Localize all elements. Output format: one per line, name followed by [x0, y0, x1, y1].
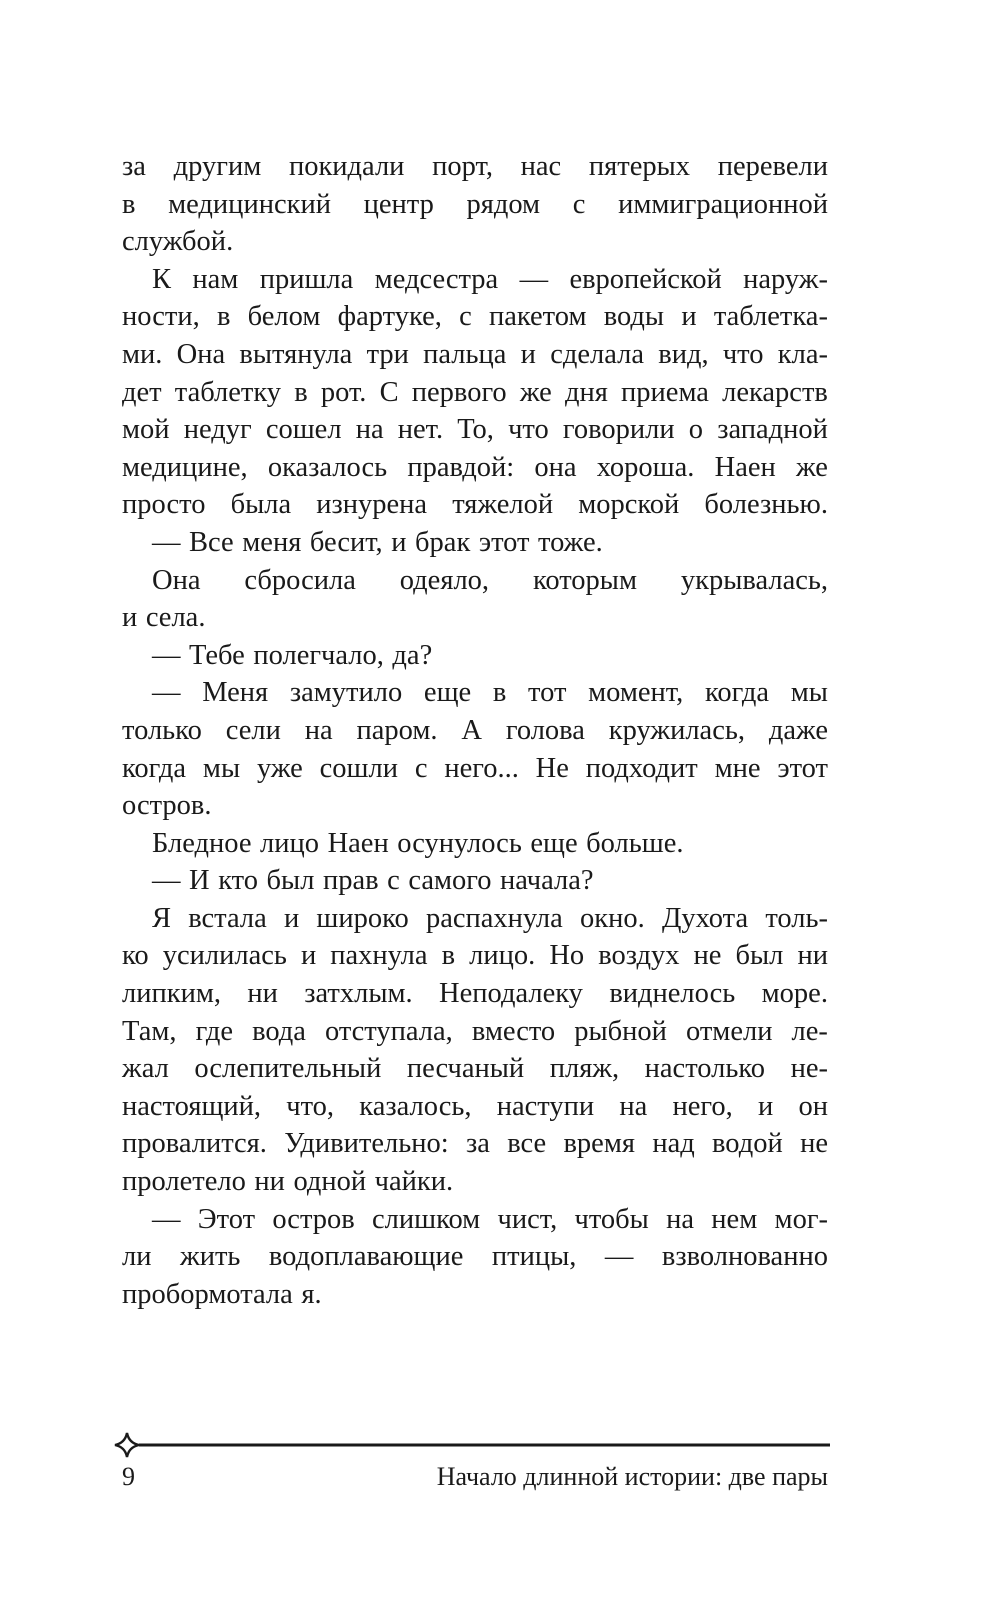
word: песчаный [406, 1053, 525, 1085]
word: кто [218, 865, 258, 897]
word: в [441, 940, 456, 972]
word: был [266, 865, 315, 897]
word: мой [122, 414, 170, 446]
word: чайки. [374, 1166, 454, 1198]
word: тоже. [538, 526, 603, 558]
word: широко [316, 902, 409, 934]
text-line [122, 1125, 828, 1163]
word: самого [408, 865, 492, 897]
word: тот [528, 677, 567, 709]
text-line [122, 1201, 828, 1239]
text-line [122, 900, 828, 938]
word: изнурена [316, 489, 428, 521]
word: в [492, 677, 507, 709]
word: одной [293, 1166, 367, 1198]
word: села. [145, 602, 206, 634]
word: ни [797, 940, 828, 972]
word: пальца [423, 338, 507, 370]
word: пакетом [488, 301, 587, 333]
word: за [465, 1128, 490, 1160]
word: паром. [356, 714, 438, 746]
word: пляж, [549, 1053, 620, 1085]
word: кружилась, [608, 714, 745, 746]
text-line [122, 862, 828, 900]
word: Она [152, 564, 201, 596]
word: Наен [714, 451, 776, 483]
word: — [152, 1203, 181, 1235]
word: вода [252, 1015, 306, 1047]
word: отмели [685, 1015, 773, 1047]
word: когда [122, 752, 187, 784]
word: замутило [289, 677, 403, 709]
word: — [604, 1241, 634, 1273]
text-line [122, 937, 828, 975]
text-line [122, 186, 828, 224]
text-line [122, 599, 828, 637]
word: ли [122, 1241, 152, 1273]
text-line [122, 336, 828, 374]
word: чист, [497, 1203, 558, 1235]
word: дня [565, 376, 608, 408]
word: была [230, 489, 292, 521]
word: иммиграционной [618, 188, 828, 220]
word: птицы, [491, 1241, 577, 1273]
word: которым [532, 564, 637, 596]
word: брак [415, 526, 471, 558]
word: был [735, 940, 784, 972]
text-line [122, 449, 828, 487]
word: бесит, [309, 526, 383, 558]
word: прав [322, 865, 379, 897]
text-line [122, 637, 828, 675]
text-line [122, 1050, 828, 1088]
word: пятерых [588, 151, 691, 182]
word: взволнованно [661, 1241, 828, 1273]
word: в [216, 301, 231, 333]
word: нем [711, 1203, 758, 1235]
word: лицо [260, 827, 320, 859]
word: Этот [197, 1203, 256, 1235]
word: три [366, 338, 409, 370]
text-line [122, 374, 828, 412]
word: водоплавающие [268, 1241, 464, 1273]
text-line [122, 1013, 828, 1051]
word: ко [122, 940, 149, 972]
word: вытянула [239, 338, 353, 370]
word: Но [549, 940, 585, 972]
text-line [122, 562, 828, 600]
word: одеяло, [399, 564, 490, 596]
text-line [122, 486, 828, 524]
word: перевели [717, 151, 828, 182]
word: и [122, 602, 138, 634]
text-line [122, 975, 828, 1013]
word: фартуке, [337, 301, 442, 333]
word: дет [122, 376, 162, 408]
word: мы [790, 677, 828, 709]
word: таблетку [174, 376, 282, 408]
word: воздух [598, 940, 680, 972]
word: рыбной [574, 1015, 667, 1047]
word: болезнью. [704, 489, 828, 521]
word: время [563, 1128, 635, 1160]
word: момент, [588, 677, 684, 709]
word: пахнула [330, 940, 428, 972]
word: нас [520, 151, 562, 182]
word: и [283, 902, 300, 934]
word: и [300, 940, 317, 972]
word: и [391, 526, 407, 558]
word: вместо [471, 1015, 556, 1047]
star-ornament-icon [115, 1433, 139, 1457]
word: Меня [202, 677, 269, 709]
text-line [122, 1238, 828, 1276]
word: все [507, 1128, 547, 1160]
word: этот [478, 526, 530, 558]
word: усилилась [162, 940, 287, 972]
word: настоящий, [122, 1090, 262, 1122]
word: что [722, 338, 764, 370]
word: кла- [777, 338, 828, 370]
word: порт, [432, 151, 493, 182]
word: ности, [122, 301, 200, 333]
word: Все [189, 526, 234, 558]
word: затхлым. [304, 978, 413, 1010]
word: жить [180, 1241, 241, 1273]
word: медицине, [122, 451, 248, 483]
word: с [459, 301, 472, 333]
text-line [122, 223, 828, 261]
text-line [122, 1088, 828, 1126]
word: пришла [259, 263, 354, 295]
word: нам [192, 263, 239, 295]
word: не- [790, 1053, 828, 1085]
word: покидали [288, 151, 405, 182]
word: наступи [496, 1090, 595, 1122]
word: недуг [183, 414, 252, 446]
text-line [122, 261, 828, 299]
word: он [798, 1090, 828, 1122]
word: К [152, 263, 172, 295]
word: европейской [569, 263, 722, 295]
word: казалось, [359, 1090, 472, 1122]
word: и [520, 338, 536, 370]
word: в [294, 376, 308, 408]
word: подходит [585, 752, 698, 784]
word: — [519, 263, 549, 295]
text-line [122, 298, 828, 336]
word: еще [530, 827, 578, 859]
word: него, [672, 1090, 733, 1122]
word: сошли [319, 752, 398, 784]
word: да? [392, 639, 433, 671]
word: с [414, 752, 428, 784]
word: слишком [372, 1203, 481, 1235]
word: хороша. [596, 451, 695, 483]
word: не [800, 1128, 828, 1160]
word: него... [444, 752, 519, 784]
word: тяжелой [452, 489, 554, 521]
word: этот [777, 752, 828, 784]
word: вид, [658, 338, 709, 370]
word: ми. [122, 338, 163, 370]
word: где [195, 1015, 233, 1047]
text-line [122, 411, 828, 449]
word: Там, [122, 1015, 177, 1047]
word: лицо. [469, 940, 536, 972]
word: окно. [580, 902, 645, 934]
word: за [122, 151, 146, 182]
footer-ornament-rule [112, 1430, 830, 1460]
word: начала? [500, 865, 594, 897]
word: остров [272, 1203, 355, 1235]
word: ле- [791, 1015, 828, 1047]
word: еще [423, 677, 472, 709]
word: провалится. [122, 1128, 267, 1160]
word: Бледное [152, 827, 252, 859]
word: просто [122, 489, 206, 521]
word: меня [242, 526, 302, 558]
word: И [189, 865, 210, 897]
word: Она [176, 338, 226, 370]
word: Удивительно: [284, 1128, 449, 1160]
word: ослепительный [194, 1053, 382, 1085]
word: А [461, 714, 482, 746]
word: только [122, 714, 202, 746]
word: уже [256, 752, 303, 784]
word: сбросила [244, 564, 356, 596]
word: мне [714, 752, 761, 784]
word: распахнула [425, 902, 563, 934]
text-line [122, 787, 828, 825]
word: С [379, 376, 399, 408]
word: же [795, 451, 828, 483]
text-line [122, 712, 828, 750]
running-title: Начало длинной истории: две пары [436, 1462, 828, 1491]
word: мы [202, 752, 241, 784]
word: рот. [320, 376, 367, 408]
word: — [152, 865, 181, 897]
word: говорили [562, 414, 675, 446]
word: что [508, 414, 549, 446]
word: когда [704, 677, 770, 709]
word: Тебе [189, 639, 245, 671]
word: толь- [765, 902, 828, 934]
word: и [681, 301, 697, 333]
word: укрывалась, [680, 564, 828, 596]
word: Я [152, 902, 172, 934]
word: я. [301, 1278, 322, 1310]
word: ни [254, 1166, 285, 1198]
word: Духота [661, 902, 749, 934]
word: же [519, 376, 552, 408]
word: в [122, 188, 136, 220]
word: белом [247, 301, 321, 333]
word: приема [621, 376, 709, 408]
word: на [304, 714, 333, 746]
word: полегчало, [253, 639, 384, 671]
word: даже [768, 714, 828, 746]
word: над [652, 1128, 695, 1160]
word: осунулось [397, 827, 522, 859]
word: нет. [397, 414, 444, 446]
word: таблетка- [713, 301, 828, 333]
word: другим [173, 151, 262, 182]
word: — [152, 677, 181, 709]
text-line [122, 148, 828, 186]
word: Неподалеку [439, 978, 583, 1010]
word: настолько [644, 1053, 766, 1085]
text-line [122, 750, 828, 788]
word: медицинский [168, 188, 331, 220]
word: и [757, 1090, 774, 1122]
word: море. [761, 978, 828, 1010]
word: больше. [586, 827, 684, 859]
word: воды [603, 301, 665, 333]
word: сошел [265, 414, 342, 446]
word: пробормотала [122, 1278, 293, 1310]
word: пролетело [122, 1166, 246, 1198]
word: не [693, 940, 722, 972]
word: оказалось [267, 451, 388, 483]
word: мог- [774, 1203, 828, 1235]
word: сделала [550, 338, 644, 370]
word: службой. [122, 226, 234, 258]
word: она [534, 451, 577, 483]
word: То, [457, 414, 494, 446]
word: медсестра [374, 263, 499, 295]
word: сели [225, 714, 281, 746]
word: на [355, 414, 384, 446]
word: с [387, 865, 400, 897]
page-number: 9 [122, 1462, 135, 1491]
word: встала [188, 902, 267, 934]
word: морской [578, 489, 680, 521]
word: Наен [327, 827, 389, 859]
body-text [122, 148, 828, 1313]
word: ни [247, 978, 278, 1010]
word: — [152, 526, 181, 558]
word: с [572, 188, 586, 220]
word: чтобы [574, 1203, 649, 1235]
word: центр [363, 188, 434, 220]
text-line [122, 674, 828, 712]
word: виднелось [609, 978, 736, 1010]
word: что, [286, 1090, 335, 1122]
word: — [152, 639, 181, 671]
word: голова [505, 714, 585, 746]
word: остров. [122, 790, 212, 822]
word: правдой: [407, 451, 515, 483]
text-line [122, 1276, 828, 1314]
word: отступала, [324, 1015, 453, 1047]
word: первого [411, 376, 507, 408]
word: на [666, 1203, 694, 1235]
word: о [688, 414, 704, 446]
word: рядом [466, 188, 541, 220]
text-line [122, 825, 828, 863]
text-line [122, 1163, 828, 1201]
word: западной [717, 414, 828, 446]
word: на [619, 1090, 648, 1122]
word: липким, [122, 978, 221, 1010]
word: наруж- [743, 263, 828, 295]
word: Не [535, 752, 569, 784]
word: лекарств [722, 376, 828, 408]
text-line [122, 524, 828, 562]
word: жал [122, 1053, 169, 1085]
word: водой [712, 1128, 783, 1160]
